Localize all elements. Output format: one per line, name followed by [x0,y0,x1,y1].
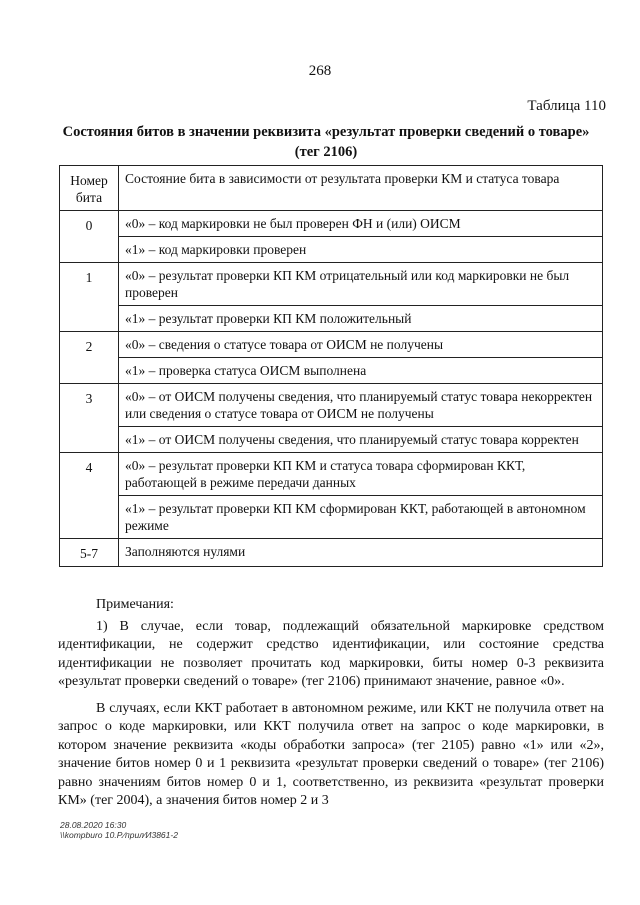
bit-state-1: «1» – результат проверки КП КМ сформирован ККТ, работающей в автономном режиме [119,496,603,539]
table-row [60,427,603,453]
bit-number: 3 [60,384,119,453]
bit-number: 5-7 [60,539,119,567]
table-title [40,122,612,162]
footer-file-path: \\kompburo 10.P.∕прил∕И3861-2 [60,830,178,840]
bit-state-0: «0» – от ОИСМ получены сведения, что планируемый статус товара некорректен или сведения о статусе товара от ОИСМ не получены [119,384,603,427]
bit-state-0: «0» – результат проверки КП КМ и статуса товара сформирован ККТ, работающей в режиме передачи данных [119,453,603,496]
table-row [60,263,603,306]
table-row [60,332,603,358]
notes-heading: Примечания: [96,597,174,612]
bit-state-0: «0» – код маркировки не был проверен ФН и (или) ОИСМ [119,211,603,237]
table-row [60,384,603,427]
bits-table [59,165,603,567]
bit-number: 4 [60,453,119,539]
bit-state-1: «1» – результат проверки КП КМ положительный [119,306,603,332]
bit-number: 0 [60,211,119,263]
table-header-row [60,166,603,211]
footer-timestamp: 28.08.2020 16:30 [60,820,127,830]
table-row [60,237,603,263]
table-row [60,539,603,567]
note-paragraph-2: В случаях, если ККТ работает в автономном режиме, или ККТ не получила ответ на запрос о коде маркировки, или ККТ получила ответ на запрос о коде маркировки, в котором значение реквизита «коды обработки запроса» (тег 2105) равно «1» или «2», значение битов номер 0 и 1 реквизита «результат проверки сведений о товаре» (тег 2106) равно значениям битов номер 0 и 1, соответственно, из реквизита «результат проверки КМ» (тег 2004), а значения битов номер 2 и 3 [58,700,604,808]
bit-state-1: «1» – проверка статуса ОИСМ выполнена [119,358,603,384]
table-row [60,358,603,384]
header-bit-number: Номер бита [60,166,119,211]
bit-state-1: «1» – код маркировки проверен [119,237,603,263]
bit-state-0: «0» – результат проверки КП КМ отрицательный или код маркировки не был проверен [119,263,603,306]
bit-number: 2 [60,332,119,384]
page-number: 268 [308,63,332,79]
table-row [60,453,603,496]
footer-stamp [60,820,178,840]
table-row [60,496,603,539]
table-row [60,306,603,332]
table-label: Таблица 110 [527,98,606,114]
note-paragraph-1: 1) В случае, если товар, подлежащий обязательной маркировке средством идентификации, не содержит средство идентификации, или состояние средства идентификации не позволяет прочитать код маркировки, биты номер 0-3 реквизита «результат проверки сведений о товаре» (тег 2106) принимают значение, равное «0». [58,618,604,689]
bit-number: 1 [60,263,119,332]
header-bit-state: Состояние бита в зависимости от результата проверки КМ и статуса товара [119,166,603,211]
bit-state-0: «0» – сведения о статусе товара от ОИСМ не получены [119,332,603,358]
table-row [60,211,603,237]
table-title-line1: Состояния битов в значении реквизита «результат проверки сведений о товаре» [62,124,590,140]
table-title-line2: (тег 2106) [294,144,358,160]
bit-state: Заполняются нулями [119,539,603,567]
bit-state-1: «1» – от ОИСМ получены сведения, что планируемый статус товара корректен [119,427,603,453]
notes-section [58,596,604,819]
